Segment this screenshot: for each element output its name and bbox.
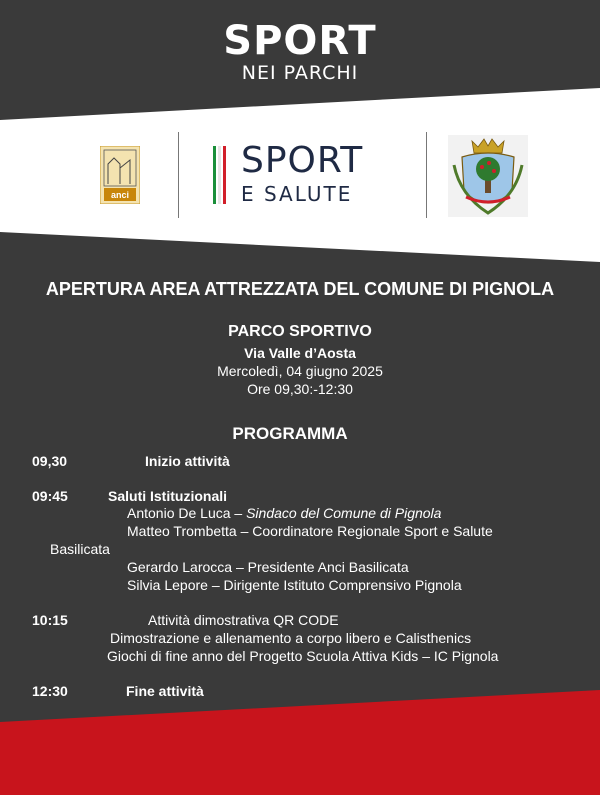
speaker-4: Silvia Lepore – Dirigente Istituto Comprensivo Pignola [127, 577, 462, 593]
sport-e-salute-line1: SPORT [241, 140, 364, 181]
item4-title: Fine attività [126, 683, 204, 699]
sport-e-salute-line2: E SALUTE [241, 182, 353, 206]
speaker-1-name: Antonio De Luca – [127, 505, 247, 521]
speaker-1-role: Sindaco del Comune di Pignola [246, 505, 442, 521]
event-date: Mercoledì, 04 giugno 2025 [217, 363, 383, 379]
sport-e-salute-logo [213, 142, 393, 206]
logo-divider-left [178, 132, 179, 218]
anci-logo [100, 146, 140, 204]
event-street: Via Valle d’Aosta [244, 345, 356, 361]
speaker-2: Matteo Trombetta – Coordinatore Regionale Sport e Salute [127, 523, 493, 539]
speaker-1 [127, 505, 441, 521]
event-venue: PARCO SPORTIVO [228, 323, 372, 340]
item1-title: Inizio attività [145, 453, 230, 469]
item3-line2: Giochi di fine anno del Progetto Scuola Attiva Kids – IC Pignola [107, 648, 499, 664]
item1-time: 09,30 [32, 453, 68, 469]
item2-time: 09:45 [32, 488, 68, 504]
logo-divider-right [426, 132, 427, 218]
item4-time: 12:30 [32, 683, 68, 699]
event-hours: Ore 09,30:-12:30 [247, 381, 353, 397]
brand-subtitle: NEI PARCHI [241, 62, 359, 84]
anci-label: anci [110, 190, 130, 200]
item3-line1: Dimostrazione e allenamento a corpo libero e Calisthenics [110, 630, 472, 646]
item3-time: 10:15 [32, 612, 68, 628]
event-title: APERTURA AREA ATTREZZATA DEL COMUNE DI PIGNOLA [45, 279, 555, 299]
programma-heading: PROGRAMMA [232, 424, 348, 443]
speaker-2-continued: Basilicata [50, 541, 110, 557]
pignola-crest-icon [448, 135, 528, 217]
item3-title: Attività dimostrativa QR CODE [148, 612, 339, 628]
speaker-3: Gerardo Larocca – Presidente Anci Basilicata [127, 559, 409, 575]
brand-title: SPORT [223, 18, 377, 64]
item2-title: Saluti Istituzionali [108, 488, 228, 504]
